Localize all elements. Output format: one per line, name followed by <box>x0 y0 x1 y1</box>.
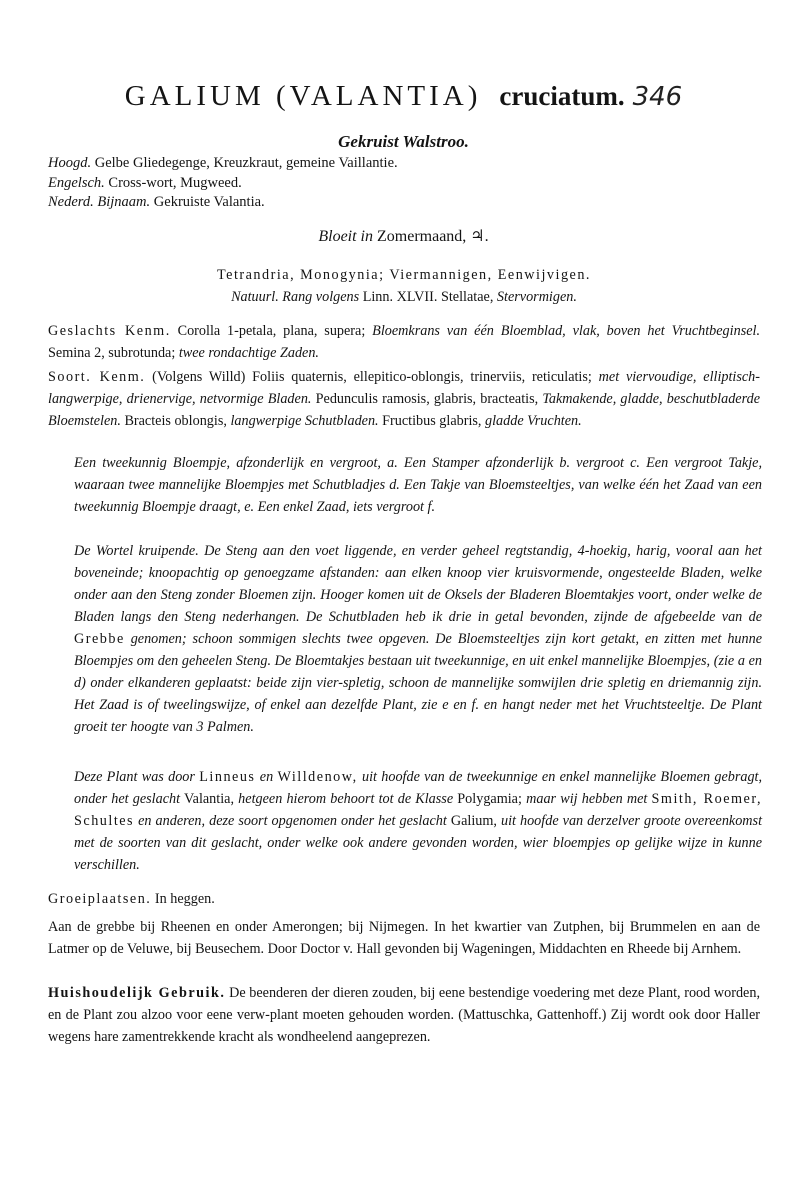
figure-explanation: Een tweekunnig Bloempje, afzonderlijk en vergroot, a. Een Stamper afzonderlijk b. vergroot c. Een vergroot Takje, waaraan twee mannelijke Bloempjes met Schutbladjes d. Een Takje van Bloemsteeltjes, van welke één het Zaad van een tweekunnig Bloempje draagt, e. Een enkel Zaad, iets vergroot f. <box>74 455 762 515</box>
flowering-time: Bloeit in Zomermaand, ♃. <box>318 228 489 245</box>
name-line-german: Hoogd. Gelbe Gliedegenge, Kreuzkraut, gemeine Vaillantie. <box>48 155 398 171</box>
vernacular-names <box>48 154 398 213</box>
economic-use-label: Huishoudelijk Gebruik. <box>48 985 226 1001</box>
habitat-heading: Groeiplaatsen. In heggen. <box>48 891 215 907</box>
natural-rank: Natuurl. Rang volgens Linn. XLVII. Stellatae, Stervormigen. <box>231 289 577 305</box>
habitat-localities: Aan de grebbe bij Rheenen en onder Amerongen; bij Nijmegen. In het kwartier van Zutphen, bij Brummelen en aan de Latmer op de Veluwe, bij Beusechem. Door Doctor v. Hall gevonden bij Wageningen, Middachten en Rheede bij Arnhem. <box>48 919 760 957</box>
species-name: cruciatum. <box>499 81 625 111</box>
classification-section <box>48 264 760 308</box>
handwritten-page-number: 346 <box>632 82 683 112</box>
species-characters: Soort. Kenm. (Volgens Willd) Foliis quaternis, ellepitico-oblongis, trinerviis, reticulatis; met viervoudige, elliptisch-langwerpige, drienervige, netvormige Bladen. Pedunculis ramosis, glabris, bracteatis, Takmakende, gladde, beschutbladerde Bloemstelen. Bracteis oblongis, langwerpige Schutbladen. Fructibus glabris, gladde Vruchten. <box>48 369 761 429</box>
name-line-english: Engelsch. Cross-wort, Mugweed. <box>48 174 242 191</box>
title-row <box>0 80 807 113</box>
taxonomic-remarks: Deze Plant was door Linneus en Willdenow, uit hoofde van de tweekunnige en enkel mannelijke Bloemen gebragt, onder het geslacht Valantia, hetgeen hierom behoort tot de Klasse Polygamia; maar wij hebben met Smith, Roemer, Schultes en anderen, deze soort opgenomen onder het geslacht Galium, uit hoofde van derzelver groote overeenkomst met de soorten van dit geslacht, onder welke ook andere gevonden worden, wier bloempjes op gelijke wijze in kunne verschillen. <box>74 769 763 873</box>
genus-characters: Geslachts Kenm. Corolla 1-petala, plana, supera; Bloemkrans van één Bloemblad, vlak, boven het Vruchtbeginsel. Semina 2, subrotunda; twee rondachtige Zaden. <box>48 323 760 361</box>
plant-description: De Wortel kruipende. De Steng aan den voet liggende, en verder geheel regtstandig, 4-hoekig, harig, vooral aan het boveneinde; knoopachtig op genoegzame afstanden: aan elken knoop vier kruisvormende, ongesteelde Bladen, welke onder aan den Steng zonder Bloemen zijn. Hooger komen uit de Oksels der Bladeren Bloemtakjes voort, onder welke de Bladen langs den Steng nederhangen. De Schutbladen heb ik drie in getal bevonden, zijnde de afgebeelde van de Grebbe genomen; schoon sommigen slechts twee opgeven. De Bloemsteeltjes zijn kort getakt, en zitten met hunne Bloempjes om den geheelen Steng. De Bloemtakjes bestaan uit tweekunnige, en uit enkel mannelijke Bloempjes, (zie a en d) onder elkanderen geplaatst: beide zijn vier-spletig, schoon de mannelijke somwijlen drie spletig en driemannig zijn. Het Zaad is of tweelingswijze, of enkel aan dezelfde Plant, zie e en f. en hangt neder met het Vruchtsteeltje. De Plant groeit ter hoogte van 3 Palmen. <box>74 543 762 735</box>
soort-label: Soort. Kenm. <box>48 369 146 385</box>
economic-use: Huishoudelijk Gebruik. De beenderen der dieren zouden, bij eene bestendige voedering met deze Plant, rood worden, en de Plant zou alzoo voor eene verw-plant moeten gehouden worden. (Mattuschka, Gattenhoff.) Zij wordt ook door Haller wegens hare zamentrekkende kracht als wondheelend aangeprezen. <box>48 985 760 1045</box>
geslachts-label: Geslachts Kenm. <box>48 323 171 339</box>
name-line-dutch: Nederd. Bijnaam. Gekruiste Valantia. <box>48 194 265 210</box>
genus-title: GALIUM (VALANTIA) <box>124 80 482 112</box>
linnaean-class: Tetrandria, Monogynia; Viermannigen, Eenwijvigen. <box>217 267 591 283</box>
dutch-common-name: Gekruist Walstroo. <box>338 132 469 151</box>
